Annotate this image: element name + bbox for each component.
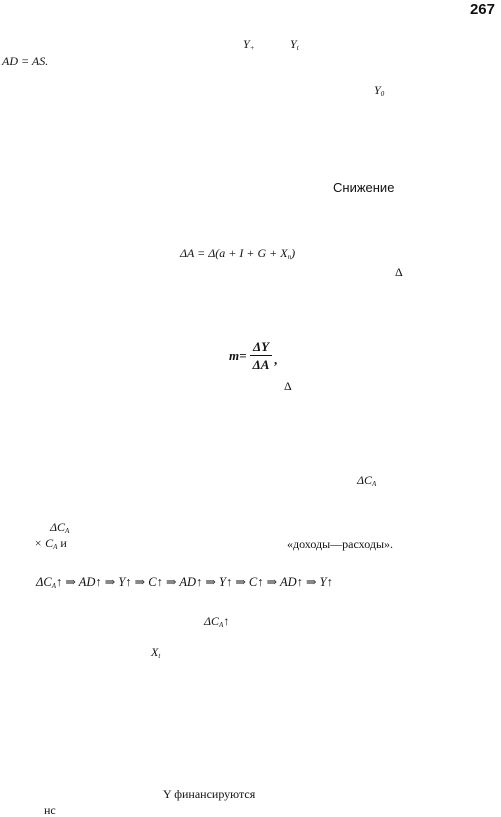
delta-a-formula: $\Delta A = \Delta(a + I + G + X_n)$ [180, 246, 296, 261]
times-ca-and: × $C_A$ и [34, 536, 67, 551]
multiplier-chain: $\Delta C_A↑$ ⇒ AD↑ ⇒ Y↑ ⇒ C↑ ⇒ AD↑ ⇒ Y↑ ⇒ C↑ ⇒ AD↑ ⇒ Y↑ [36, 575, 333, 590]
multiplier-comma: , [274, 352, 278, 367]
ad-as-equation: AD = AS. [2, 54, 49, 68]
delta-ca-up: $\Delta C_A↑$ [204, 614, 230, 629]
page-number: 267 [469, 1, 495, 18]
multiplier-numerator: ΔY [252, 339, 270, 354]
fraction-bar [250, 355, 272, 356]
multiplier-lhs: m= [229, 348, 247, 363]
delta-ca-left: $\Delta C_A$ [50, 520, 70, 535]
y-left-symbol: $Y_+$ [243, 37, 255, 52]
y-right-symbol: $Y_t$ [290, 37, 299, 52]
xt-symbol: $X_t$ [151, 645, 161, 660]
y0-symbol: $Y_0$ [374, 83, 385, 98]
decline-word: Снижение [333, 180, 395, 195]
nc-text: нс [44, 803, 56, 817]
y-financed-text: Y финансируются [163, 787, 256, 801]
delta-symbol-2: Δ [284, 379, 292, 393]
delta-ca-right: $\Delta C_A$ [357, 473, 377, 488]
delta-symbol-1: Δ [395, 265, 403, 279]
multiplier-fraction [250, 339, 272, 372]
income-expense-label: «доходы—расходы». [287, 537, 394, 551]
multiplier-denominator: ΔA [252, 357, 270, 372]
